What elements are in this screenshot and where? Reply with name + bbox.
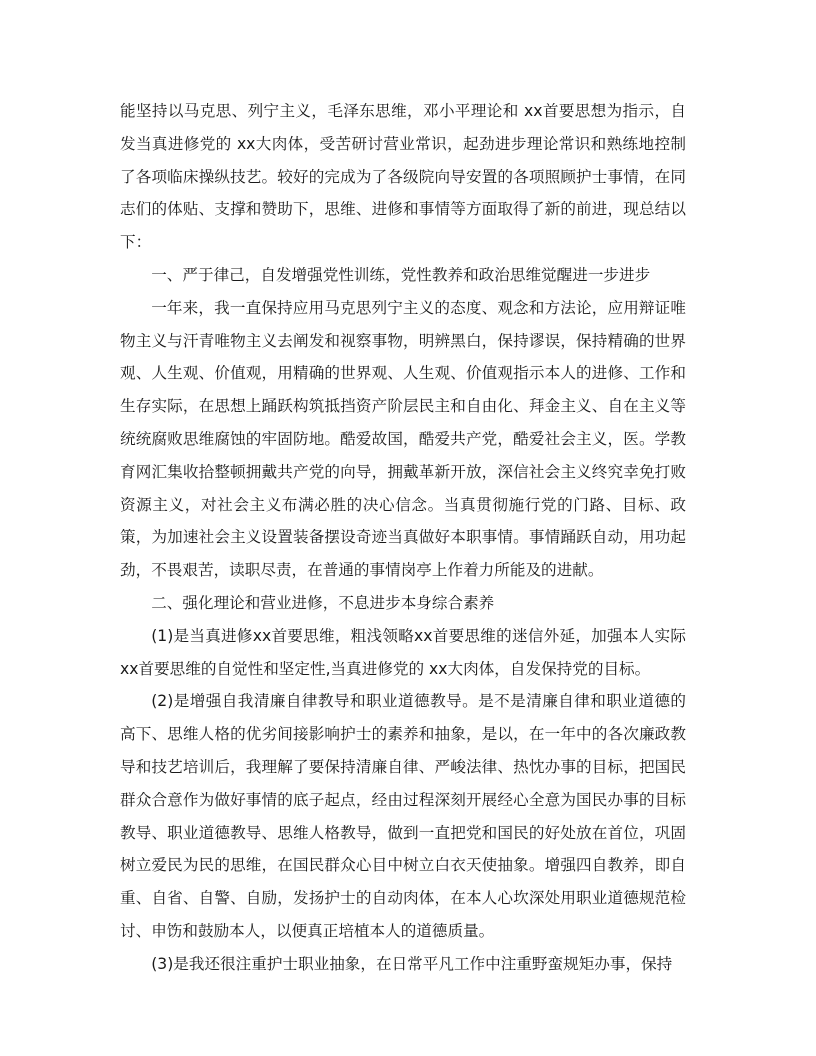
document-body	[120, 95, 686, 981]
paragraph-intro: 能坚持以马克思、列宁主义，毛泽东思维，邓小平理论和 xx首要思想为指示，自发当真进修党的 xx大肉体，受苦研讨营业常识，起劲进步理论常识和熟练地控制了各项临床操纵技艺。较好的完成为了各级院向导安置的各项照顾护士事情，在同志们的体贴、支撑和赞助下，思维、进修和事情等方面取得了新的前进，现总结以下：	[120, 102, 686, 252]
paragraph-item-2: (2)是增强自我清廉自律教导和职业道德教导。是不是清廉自律和职业道德的高下、思维人格的优劣间接影响护士的素养和抽象，是以，在一年中的各次廉政教导和技艺培训后，我理解了要保持清廉自律、严峻法律、热忱办事的目标，把国民群众合意作为做好事情的底子起点，经由过程深刻开展经心全意为国民办事的目标教导、职业道德教导、思维人格教导，做到一直把党和国民的好处放在首位，巩固树立爱民为民的思维，在国民群众心目中树立白衣天使抽象。增强四自教养，即自重、自省、自警、自励，发扬护士的自动肉体，在本人心坎深处用职业道德规范检讨、申饬和鼓励本人，以便真正培植本人的道德质量。	[120, 692, 686, 940]
section-heading-2: 二、强化理论和营业进修，不息进步本身综合素养	[151, 593, 495, 612]
section-heading-1: 一、严于律己，自发增强党性训练，党性教养和政治思维觉醒进一步进步	[151, 265, 651, 284]
paragraph-section-1: 一年来，我一直保持应用马克思列宁主义的态度、观念和方法论，应用辩证唯物主义与汗青唯物主义去阐发和视察事物，明辨黑白，保持谬误，保持精确的世界观、人生观、价值观，用精确的世界观、人生观、价值观指示本人的进修、工作和生存实际，在思想上踊跃构筑抵挡资产阶层民主和自由化、拜金主义、自在主义等统统腐败思维腐蚀的牢固防地。酷爱故国，酷爱共产党，酷爱社会主义，医。学教育网汇集收拾整顿拥戴共产党的向导，拥戴革新开放，深信社会主义终究幸免打败资源主义，对社会主义布满必胜的决心信念。当真贯彻施行党的门路、目标、政策，为加速社会主义设置装备摆设奇迹当真做好本职事情。事情踊跃自动，用功起劲，不畏艰苦，读职尽责，在普通的事情岗亭上作着力所能及的进献。	[120, 298, 686, 580]
paragraph-item-1: (1)是当真进修xx首要思维，粗浅领略xx首要思维的迷信外延，加强本人实际 xx首要思维的自觉性和坚定性,当真进修党的 xx大肉体，自发保持党的目标。	[120, 626, 686, 678]
paragraph-item-3: (3)是我还很注重护士职业抽象，在日常平凡工作中注重野蛮规矩办事，保持	[151, 954, 673, 973]
